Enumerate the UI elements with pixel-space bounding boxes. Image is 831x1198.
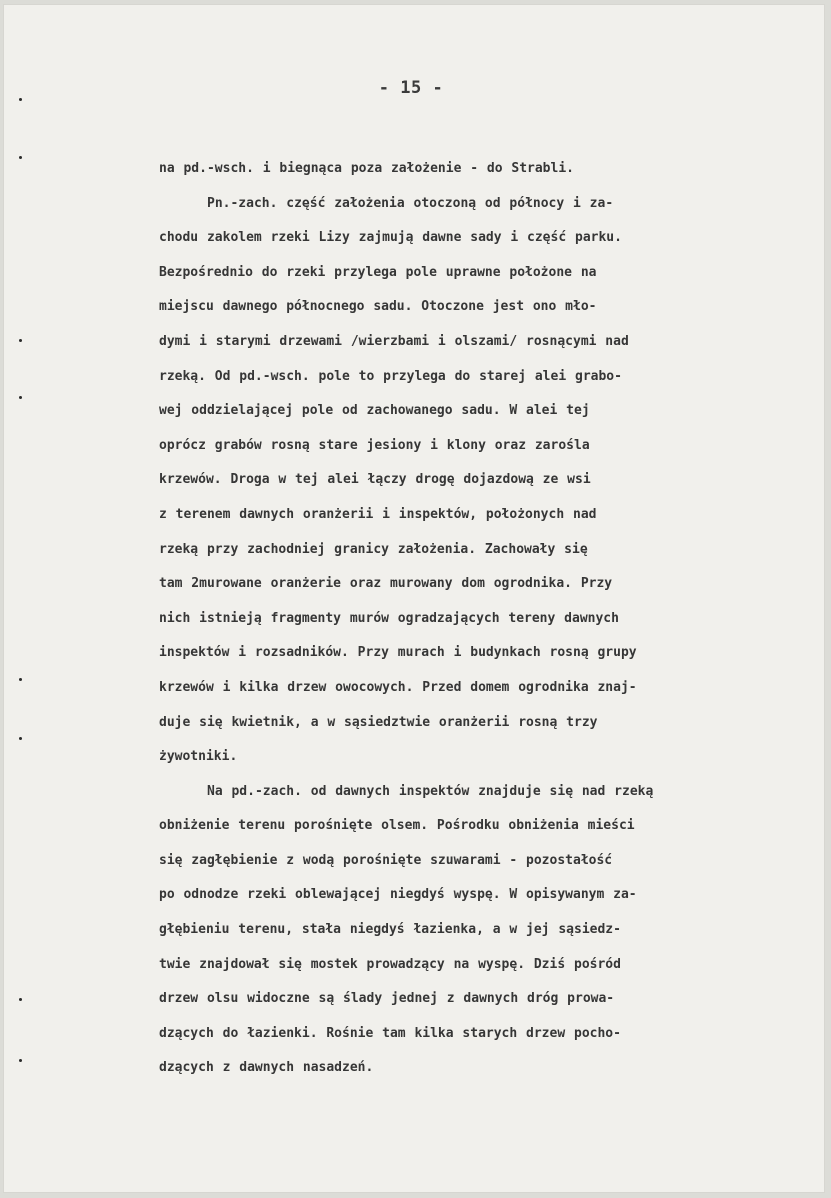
text-line: chodu zakolem rzeki Lizy zajmują dawne sady i część parku.: [159, 230, 622, 246]
page-number: - 15 -: [378, 78, 444, 98]
text-line: rzeką przy zachodniej granicy założenia. Zachowały się: [159, 541, 588, 557]
margin-dot: [19, 678, 22, 681]
margin-dot: [19, 396, 22, 399]
text-line: oprócz grabów rosną stare jesiony i klony oraz zarośla: [159, 437, 590, 453]
text-line: krzewów i kilka drzew owocowych. Przed domem ogrodnika znaj-: [159, 679, 637, 695]
text-line: Bezpośrednio do rzeki przylega pole uprawne położone na: [159, 264, 597, 280]
text-line: drzew olsu widoczne są ślady jednej z dawnych dróg prowa-: [159, 991, 615, 1007]
text-line: obniżenie terenu porośnięte olsem. Pośrodku obniżenia mieści: [159, 818, 635, 834]
body-text: [159, 152, 769, 1086]
text-line: Na pd.-zach. od dawnych inspektów znajduje się nad rzeką: [207, 783, 654, 799]
text-line: żywotniki.: [159, 749, 238, 765]
text-line: miejscu dawnego północnego sadu. Otoczone jest ono mło-: [159, 299, 597, 315]
margin-dot: [19, 1059, 22, 1062]
text-line: na pd.-wsch. i biegnąca poza założenie - do Strabli.: [159, 161, 574, 176]
text-line: nich istnieją fragmenty murów ogradzających tereny dawnych: [159, 610, 619, 626]
text-line: inspektów i rozsadników. Przy murach i budynkach rosną grupy: [159, 645, 637, 661]
text-line: po odnodze rzeki oblewającej niegdyś wyspę. W opisywanym za-: [159, 887, 637, 903]
margin-dot: [19, 98, 22, 101]
text-line: się zagłębienie z wodą porośnięte szuwarami - pozostałość: [159, 852, 613, 868]
text-line: dzących do łazienki. Rośnie tam kilka starych drzew pocho-: [159, 1025, 621, 1041]
text-line: Pn.-zach. część założenia otoczoną od północy i za-: [207, 195, 614, 211]
margin-dot: [19, 156, 22, 159]
text-line: głębieniu terenu, stała niegdyś łazienka, a w jej sąsiedz-: [159, 922, 621, 938]
margin-dot: [19, 998, 22, 1001]
text-line: duje się kwietnik, a w sąsiedztwie oranżerii rosną trzy: [159, 714, 598, 730]
margin-dot: [19, 737, 22, 740]
text-line: dymi i starymi drzewami /wierzbami i olszami/ rosnącymi nad: [159, 333, 629, 349]
text-line: rzeką. Od pd.-wsch. pole to przylega do starej alei grabo-: [159, 368, 622, 384]
text-line: tam 2murowane oranżerie oraz murowany dom ogrodnika. Przy: [159, 576, 613, 592]
text-line: z terenem dawnych oranżerii i inspektów, położonych nad: [159, 506, 597, 522]
text-line: krzewów. Droga w tej alei łączy drogę dojazdową ze wsi: [159, 472, 591, 488]
text-line: wej oddzielającej pole od zachowanego sadu. W alei tej: [159, 403, 590, 419]
margin-dot: [19, 339, 22, 342]
text-line: twie znajdował się mostek prowadzący na wyspę. Dziś pośród: [159, 956, 621, 972]
text-line: dzących z dawnych nasadzeń.: [159, 1060, 374, 1076]
